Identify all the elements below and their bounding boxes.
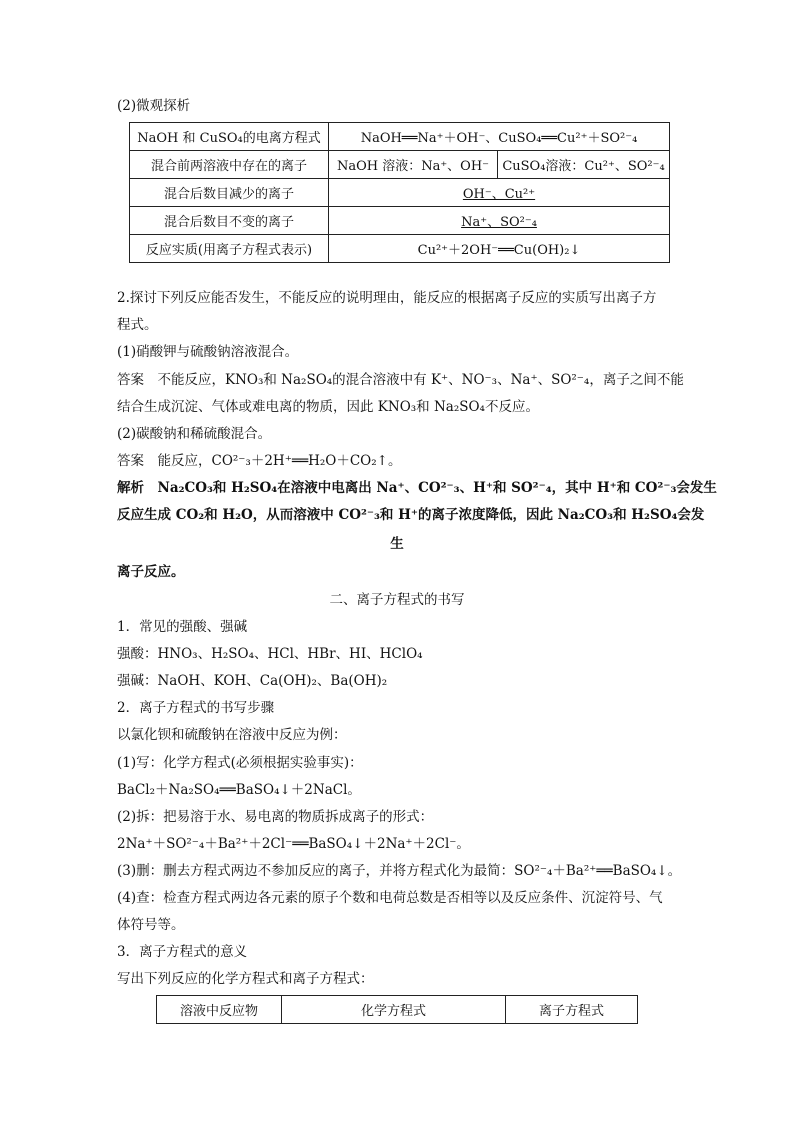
table-cell: 反应实质(用离子方程式表示)	[130, 235, 329, 263]
table-cell: NaOH══Na⁺＋OH⁻、CuSO₄══Cu²⁺＋SO²⁻₄	[329, 123, 670, 151]
strong-base-line: 强碱：NaOH、KOH、Ca(OH)₂、Ba(OH)₂	[117, 673, 388, 689]
table-cell: 混合后数目减少的离子	[130, 179, 329, 207]
bottom-table	[156, 995, 638, 1024]
example-intro: 以氯化钡和硫酸钠在溶液中反应为例：	[117, 727, 347, 743]
table-cell: Na⁺、SO²⁻₄	[329, 207, 670, 235]
explanation-line3: 生	[390, 536, 404, 552]
table-cell: CuSO₄溶液：Cu²⁺、SO²⁻₄	[498, 151, 670, 179]
step-1-equation: BaCl₂＋Na₂SO₄══BaSO₄↓＋2NaCl。	[117, 782, 361, 798]
table-row	[130, 179, 670, 207]
table-header-cell: 溶液中反应物	[157, 996, 282, 1024]
table-cell: Cu²⁺＋2OH⁻══Cu(OH)₂↓	[329, 235, 670, 263]
answer-1-line1: 答案 不能反应，KNO₃和 Na₂SO₄的混合溶液中有 K⁺、NO⁻₃、Na⁺、SO²⁻₄，离子之间不能	[117, 372, 684, 388]
table-cell: NaOH 溶液：Na⁺、OH⁻	[329, 151, 498, 179]
table-row	[130, 123, 670, 151]
table-row	[130, 235, 670, 263]
explanation-line2: 反应生成 CO₂和 H₂O，从而溶液中 CO²⁻₃和 H⁺的离子浓度降低，因此 Na₂CO₃和 H₂SO₄会发	[117, 507, 705, 523]
explanation-line1: 解析 Na₂CO₃和 H₂SO₄在溶液中电离出 Na⁺、CO²⁻₃、H⁺和 SO²⁻₄，其中 H⁺和 CO²⁻₃会发生	[117, 480, 717, 496]
table-row	[130, 207, 670, 235]
table-row	[157, 996, 638, 1024]
question-2-1: (1)硝酸钾与硫酸钠溶液混合。	[117, 344, 299, 360]
question-2-line1: 2.探讨下列反应能否发生，不能反应的说明理由，能反应的根据离子反应的实质写出离子方	[117, 290, 657, 306]
explanation-line4: 离子反应。	[117, 564, 185, 580]
step-4-line1: (4)查：检查方程式两边各元素的原子个数和电荷总数是否相等以及反应条件、沉淀符号、气	[117, 890, 663, 906]
micro-table	[129, 122, 670, 263]
step-2: (2)拆：把易溶于水、易电离的物质拆成离子的形式：	[117, 809, 434, 825]
table-row	[130, 151, 670, 179]
question-2-2: (2)碳酸钠和稀硫酸混合。	[117, 426, 272, 442]
step-3: (3)删：删去方程式两边不参加反应的离子，并将方程式化为最简：SO²⁻₄＋Ba²⁺══BaSO₄↓。	[117, 863, 682, 879]
heading-2: 2．离子方程式的书写步骤	[117, 700, 275, 716]
section-micro: (2)微观探析	[117, 98, 191, 114]
step-4-line2: 体符号等。	[117, 917, 185, 933]
write-prompt: 写出下列反应的化学方程式和离子方程式：	[117, 971, 374, 987]
heading-3: 3．离子方程式的意义	[117, 944, 248, 960]
section-title: 二、离子方程式的书写	[329, 592, 465, 608]
table-header-cell: 离子方程式	[506, 996, 638, 1024]
table-cell: OH⁻、Cu²⁺	[329, 179, 670, 207]
question-2-line2: 程式。	[117, 317, 158, 333]
answer-1-line2: 结合生成沉淀、气体或难电离的物质，因此 KNO₃和 Na₂SO₄不反应。	[117, 399, 539, 415]
table-cell: 混合后数目不变的离子	[130, 207, 329, 235]
heading-1: 1．常见的强酸、强碱	[117, 619, 248, 635]
table-header-cell: 化学方程式	[282, 996, 506, 1024]
table-cell: 混合前两溶液中存在的离子	[130, 151, 329, 179]
answer-2: 答案 能反应，CO²⁻₃＋2H⁺══H₂O＋CO₂↑。	[117, 453, 402, 469]
step-1: (1)写：化学方程式(必须根据实验事实)：	[117, 755, 363, 771]
strong-acid-line: 强酸：HNO₃、H₂SO₄、HCl、HBr、HI、HClO₄	[117, 646, 423, 662]
step-2-equation: 2Na⁺＋SO²⁻₄＋Ba²⁺＋2Cl⁻══BaSO₄↓＋2Na⁺＋2Cl⁻。	[117, 836, 470, 852]
table-cell: NaOH 和 CuSO₄的电离方程式	[130, 123, 329, 151]
